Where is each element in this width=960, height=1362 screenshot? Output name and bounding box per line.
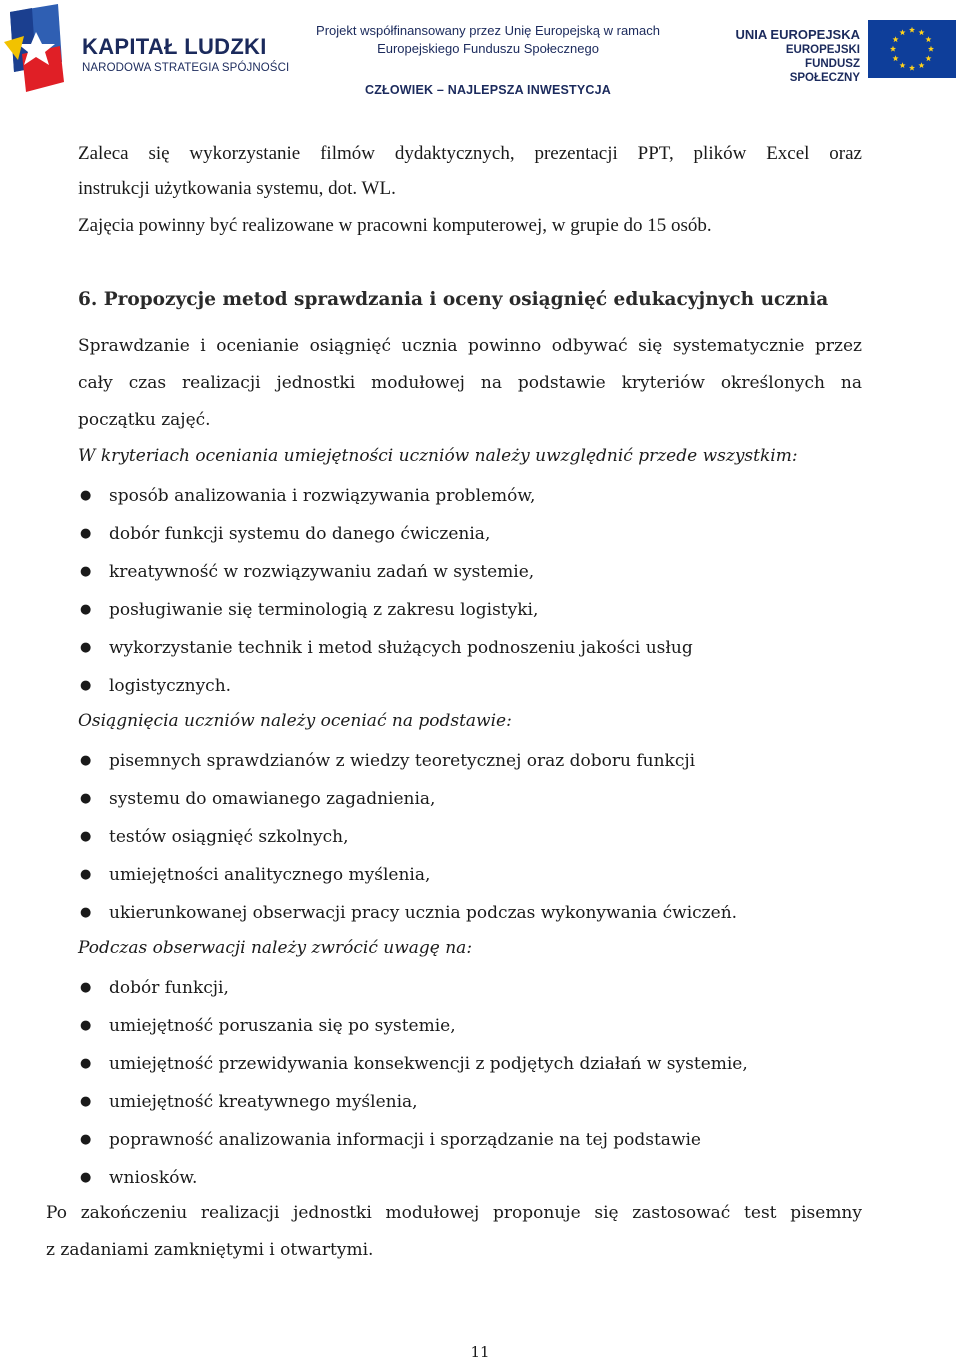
bullet-icon: ● (80, 905, 92, 920)
intro-paragraph-2: Zajęcia powinny być realizowane w pracowni komputerowej, w grupie do 15 osób. (78, 215, 712, 236)
kapital-ludzki-logo (2, 2, 290, 94)
bullet-icon: ● (80, 1056, 92, 1071)
intro-paragraph-line-1: Zaleca się wykorzystanie filmów dydaktycznych, prezentacji PPT, plików Excel oraz (78, 143, 862, 164)
kapital-ludzki-flag-icon (2, 2, 82, 94)
intro-paragraph-line-2: instrukcji użytkowania systemu, dot. WL. (78, 178, 396, 199)
bullet-icon: ● (80, 753, 92, 768)
bullet-icon: ● (80, 980, 92, 995)
motto: CZŁOWIEK – NAJLEPSZA INWESTYCJA (364, 83, 612, 97)
eu-line-2: EUROPEJSKI (785, 44, 860, 56)
section-heading: 6. Propozycje metod sprawdzania i oceny osiągnięć edukacyjnych ucznia (78, 289, 829, 310)
bullet-icon: ● (80, 564, 92, 579)
page-header (0, 0, 960, 110)
eu-line-3: FUNDUSZ SPOŁECZNY (789, 58, 860, 84)
bullet-icon: ● (80, 488, 92, 503)
bullet-icon: ● (80, 829, 92, 844)
project-line-2: Europejskiego Funduszu Społecznego (377, 41, 599, 56)
bullet-icon: ● (80, 867, 92, 882)
section-paragraph-line-1: Sprawdzanie i ocenianie osiągnięć ucznia powinno odbywać się systematycznie przez (78, 336, 862, 356)
basis-label: Osiągnięcia uczniów należy oceniać na podstawie: (78, 711, 512, 731)
section-paragraph-line-2: cały czas realizacji jednostki modułowej na podstawie kryteriów określonych na (78, 373, 862, 393)
bullet-icon: ● (80, 1018, 92, 1033)
project-info (300, 22, 676, 58)
bullet-icon: ● (80, 1132, 92, 1147)
bullet-icon: ● (80, 640, 92, 655)
bullet-icon: ● (80, 1094, 92, 1109)
observation-label: Podczas obserwacji należy zwrócić uwagę na: (78, 938, 473, 958)
bullet-icon: ● (80, 602, 92, 617)
bullet-icon: ● (80, 791, 92, 806)
eu-label (732, 27, 860, 85)
final-paragraph-line-1: Po zakończeniu realizacji jednostki modułowej proponuje się zastosować test pisemny (46, 1203, 862, 1223)
eu-flag-icon (868, 20, 956, 78)
bullet-icon: ● (80, 678, 92, 693)
logo-subtitle: NARODOWA STRATEGIA SPÓJNOŚCI (82, 62, 290, 74)
eu-line-1: UNIA EUROPEJSKA (735, 27, 860, 42)
criteria-label: W kryteriach oceniania umiejętności uczniów należy uwzględnić przede wszystkim: (78, 446, 798, 466)
project-line-1: Projekt współfinansowany przez Unię Europejską w ramach (316, 23, 660, 38)
final-paragraph-line-2: z zadaniami zamkniętymi i otwartymi. (46, 1240, 374, 1260)
bullet-icon: ● (80, 526, 92, 541)
page-number: 11 (470, 1343, 490, 1361)
section-paragraph-line-3: początku zajęć. (78, 410, 211, 430)
bullet-icon: ● (80, 1170, 92, 1185)
logo-title: KAPITAŁ LUDZKI (82, 34, 267, 59)
